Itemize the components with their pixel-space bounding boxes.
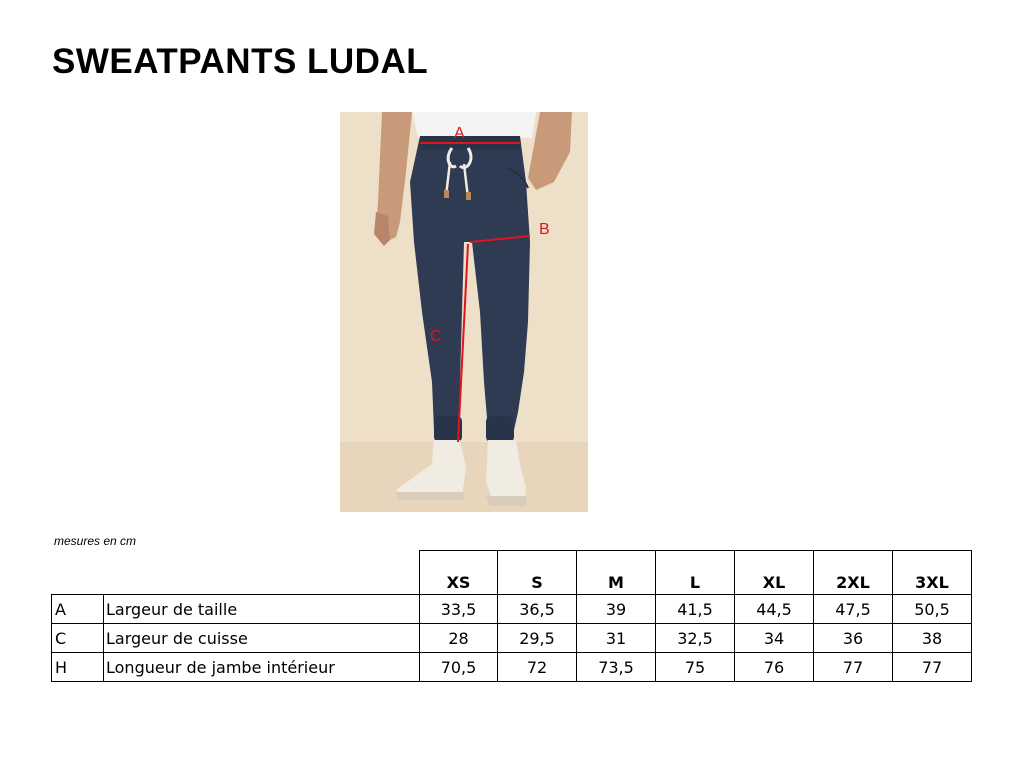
cell-value: 75 (656, 653, 735, 682)
marker-c: C (430, 328, 442, 345)
marker-b: B (539, 221, 550, 238)
size-header: 2XL (814, 551, 893, 595)
product-photo (340, 112, 588, 512)
size-header: L (656, 551, 735, 595)
row-code: C (52, 624, 104, 653)
cell-value: 44,5 (735, 595, 814, 624)
table-header-row (52, 551, 972, 595)
row-label: Longueur de jambe intérieur (104, 653, 420, 682)
size-header: S (498, 551, 577, 595)
size-header: 3XL (893, 551, 972, 595)
cell-value: 39 (577, 595, 656, 624)
cell-value: 31 (577, 624, 656, 653)
header-blank (104, 551, 420, 595)
table-row (52, 624, 972, 653)
cell-value: 34 (735, 624, 814, 653)
cell-value: 38 (893, 624, 972, 653)
marker-a: A (454, 125, 465, 142)
cell-value: 50,5 (893, 595, 972, 624)
cell-value: 41,5 (656, 595, 735, 624)
header-blank (52, 551, 104, 595)
cell-value: 32,5 (656, 624, 735, 653)
cell-value: 36 (814, 624, 893, 653)
size-header: XS (420, 551, 498, 595)
units-note: mesures en cm (54, 534, 137, 548)
cell-value: 77 (814, 653, 893, 682)
cell-value: 72 (498, 653, 577, 682)
cell-value: 28 (420, 624, 498, 653)
size-table (51, 550, 972, 682)
cell-value: 33,5 (420, 595, 498, 624)
row-label: Largeur de taille (104, 595, 420, 624)
row-code: A (52, 595, 104, 624)
row-label: Largeur de cuisse (104, 624, 420, 653)
size-header: M (577, 551, 656, 595)
cell-value: 70,5 (420, 653, 498, 682)
cell-value: 73,5 (577, 653, 656, 682)
table-row (52, 653, 972, 682)
cell-value: 36,5 (498, 595, 577, 624)
right-cuff (486, 416, 514, 442)
table-row (52, 595, 972, 624)
cell-value: 77 (893, 653, 972, 682)
cell-value: 76 (735, 653, 814, 682)
page-title: SWEATPANTS LUDAL (52, 42, 429, 81)
cell-value: 47,5 (814, 595, 893, 624)
row-code: H (52, 653, 104, 682)
size-header: XL (735, 551, 814, 595)
cell-value: 29,5 (498, 624, 577, 653)
shirt (412, 112, 536, 138)
